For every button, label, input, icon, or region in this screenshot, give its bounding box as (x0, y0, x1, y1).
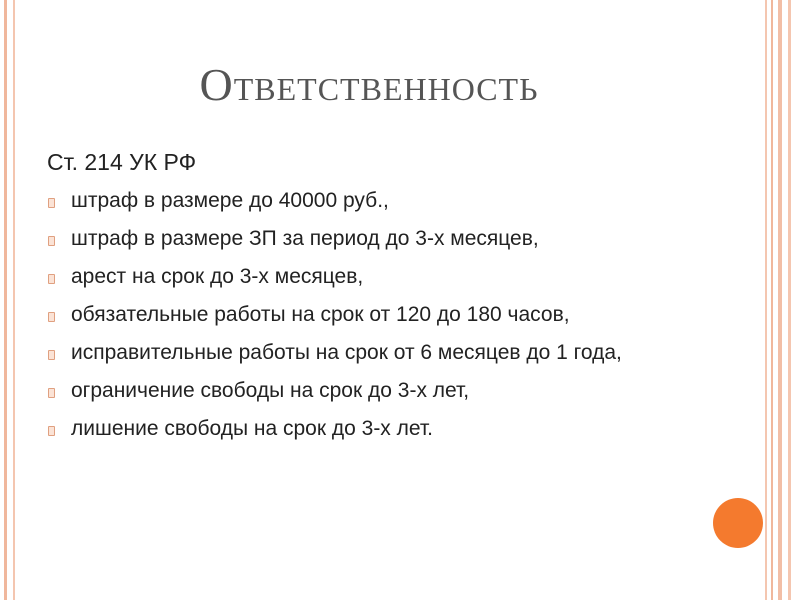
slide-title: Ответственность (199, 59, 539, 110)
bullet-icon (48, 274, 55, 284)
bullet-icon (48, 198, 55, 208)
list-item-text: штраф в размере ЗП за период до 3-х месяцев, (71, 227, 539, 250)
article-reference: Ст. 214 УК РФ (47, 149, 197, 175)
list-item (47, 410, 747, 448)
list-item (47, 296, 747, 334)
list-item (47, 372, 747, 410)
list-item-text: обязательные работы на срок от 120 до 180 часов, (71, 303, 570, 326)
list-item (47, 220, 747, 258)
list-item (47, 258, 747, 296)
frame-border-right-3 (778, 0, 782, 600)
frame-border-right-2 (771, 0, 773, 600)
bullet-icon (48, 350, 55, 360)
list-item-text: ограничение свободы на срок до 3-х лет, (71, 379, 470, 402)
frame-border-right-1 (765, 0, 767, 600)
bullet-icon (48, 236, 55, 246)
penalty-list (47, 182, 747, 448)
list-item-text: арест на срок до 3-х месяцев, (71, 265, 364, 288)
bullet-icon (48, 312, 55, 322)
list-item-text: штраф в размере до 40000 руб., (71, 189, 389, 212)
decorative-circle-icon (713, 498, 763, 548)
list-item-text: исправительные работы на срок от 6 месяцев до 1 года, (71, 341, 622, 364)
list-item-text: лишение свободы на срок до 3-х лет. (71, 417, 434, 440)
bullet-icon (48, 426, 55, 436)
list-item (47, 182, 747, 220)
slide-content (47, 146, 747, 448)
bullet-icon (48, 388, 55, 398)
frame-border-right-4 (788, 0, 791, 600)
list-item (47, 334, 747, 372)
